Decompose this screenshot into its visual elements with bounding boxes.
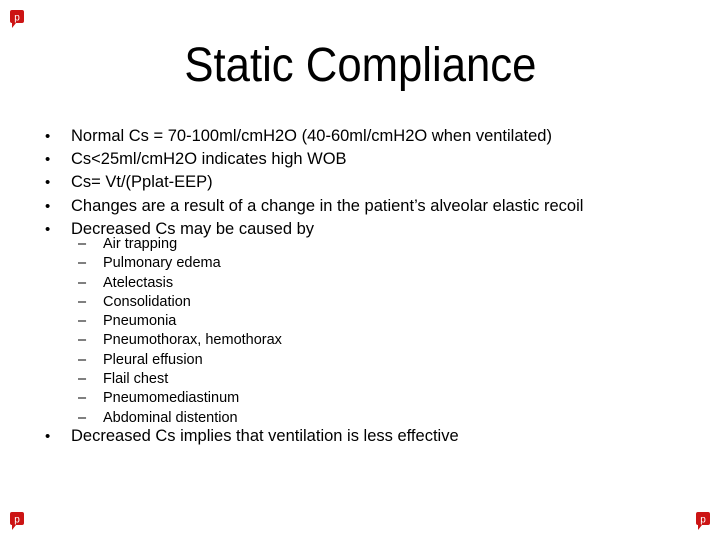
bullet-icon: – [78,351,87,368]
list-item-text: Decreased Cs may be caused by [71,219,315,238]
list-item-text: Abdominal distention [103,409,238,426]
list-item-text: Cs<25ml/cmH2O indicates high WOB [71,150,347,169]
logo-letter: p [14,12,20,24]
bullet-icon: – [78,371,87,388]
list-item [0,370,720,389]
list-item-text: Decreased Cs implies that ventilation is less effective [71,426,459,445]
slideserve-logo-icon[interactable] [696,512,710,530]
list-item [0,425,720,448]
bullet-icon: • [45,174,51,192]
list-item [0,331,720,350]
bullet-icon: – [78,332,87,349]
list-item-text: Pleural effusion [103,351,203,368]
bullet-icon: – [78,235,87,252]
slideserve-logo-icon[interactable] [10,512,24,530]
list-item-text: Normal Cs = 70-100ml/cmH2O (40-60ml/cmH2O when ventilated) [71,127,552,145]
list-item-text: Atelectasis [103,274,174,291]
list-item-text: Air trapping [103,235,178,252]
list-item-text: Pulmonary edema [103,255,221,272]
bullet-icon: • [45,151,51,169]
list-item [0,235,720,254]
bullet-icon: • [45,427,51,445]
bullet-icon: – [78,293,87,310]
list-item [0,351,720,370]
list-item-text: Changes are a result of a change in the patient’s alveolar elastic recoil [71,196,584,215]
bullet-icon: • [45,220,51,238]
bullet-icon: – [78,274,87,291]
bullet-icon: – [78,390,87,407]
list-item [0,148,720,171]
page-title-text: Static Compliance [183,39,537,92]
list-item-text: Consolidation [103,293,191,310]
list-item [0,254,720,273]
list-item [0,125,720,148]
list-item-text: Pneumomediastinum [103,390,240,407]
page-title [0,34,720,98]
bullet-icon: – [78,313,87,330]
list-item [0,171,720,194]
list-item [0,389,720,408]
list-item [0,274,720,293]
bullet-icon: – [78,409,87,426]
logo-letter: p [700,514,706,526]
list-item-text: Pneumonia [103,313,177,330]
bullet-icon: • [45,197,51,215]
list-item [0,293,720,312]
bullet-list [0,125,720,448]
bullet-icon: – [78,255,87,272]
slideserve-logo-icon[interactable] [10,10,24,28]
list-item [0,312,720,331]
list-item-text: Cs= Vt/(Pplat-EEP) [71,173,213,192]
logo-letter: p [14,514,20,526]
bullet-icon: • [45,128,51,145]
list-item-text: Pneumothorax, hemothorax [103,332,282,349]
list-item [0,195,720,218]
list-item-text: Flail chest [103,371,169,388]
